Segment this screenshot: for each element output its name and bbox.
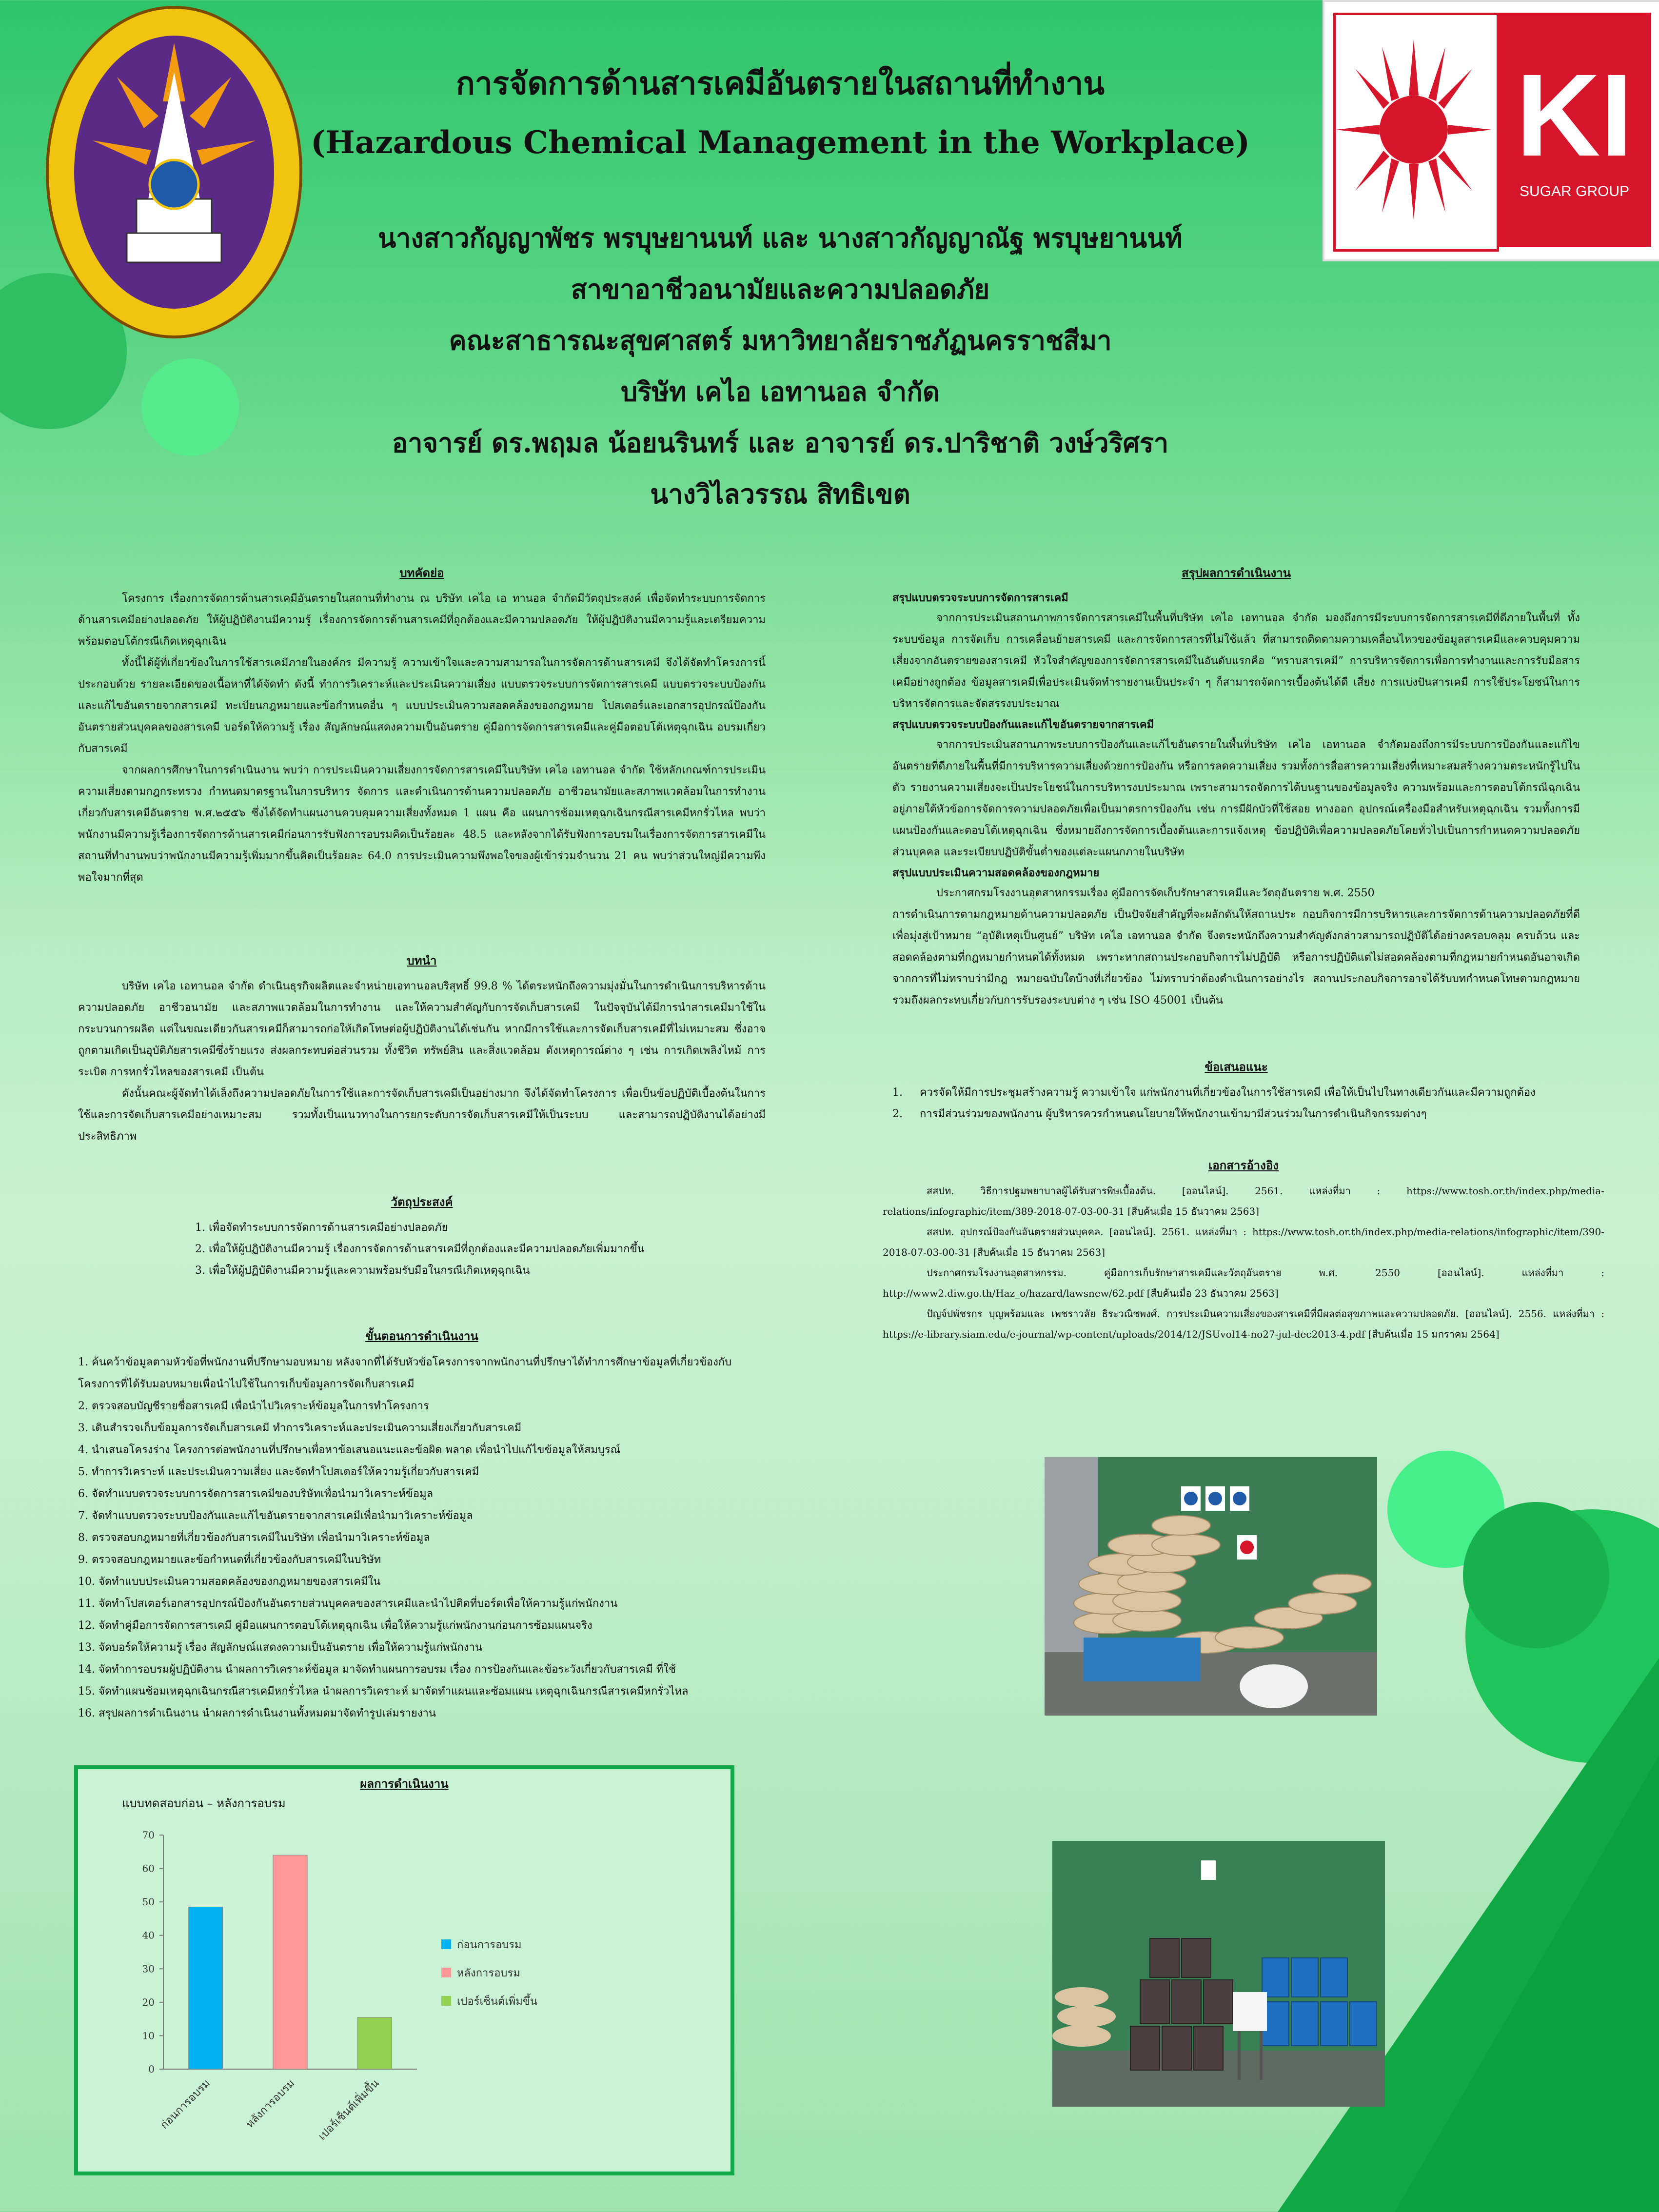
suggestion-item: 2. การมีส่วนร่วมของพนักงาน ผู้บริหารควรกำหนดนโยบายให้พนักงานเข้ามามีส่วนร่วมในการดำเนินกิจกรรมต่างๆ	[892, 1108, 1427, 1120]
conclusion-paragraph: จากการประเมินสถานภาพการจัดการสารเคมีในพื้นที่บริษัท เคไอ เอทานอล จำกัด มองถึงการมีระบบการจัดการสารเคมีที่ดีภายในพื้นที่ ทั้งระบบข้อมูล การจัดเก็บ การเคลื่อนย้ายสารเคมี และการจัดการสารที่ไม่ใช้แล้ว ที่สามารถติดตามความเคลื่อนไหวของข้อมูลสารเคมีและควบคุมความเสี่ยงจากอันตรายของสารเคมี หัวใจสำคัญของการจัดการสารเคมีในอันดับแรกคือ “ทราบสารเคมี” การบริหารจัดการเพื่อการทำงานและการรับมือสารเคมีอย่างถูกต้อง ข้อมูลสารเคมีเพื่อประเมินจัดทำรายงานเป็นประจำ ๆ ก็สามารถจัดการเบื้องต้นได้ดี เสี่ยง การแบ่งปันสารเคมี การใช้ประโยชน์ในการบริหารจัดการและจัดสรรงบประมาณ	[892, 612, 1580, 710]
abstract-paragraph: ทั้งนี้ได้ผู้ที่เกี่ยวข้องในการใช้สารเคมีภายในองค์กร มีความรู้ ความเข้าใจและความสามารถในการจัดการด้านสารเคมี จึงได้จัดทำโครงการนี้ประกอบด้วย รายละเอียดของเนื้อหาที่ได้จัดทำ ดังนี้ ทำการวิเคราะห์และประเมินความเสี่ยง แบบตรวจระบบการจัดการสารเคมี แบบตรวจระบบป้องกันและแก้ไขอันตรายจากสารเคมี ทะเบียนกฎหมายและข้อกำหนดอื่น ๆ แบบประเมินความสอดคล้องของกฎหมาย โปสเตอร์และเอกสารอุปกรณ์ป้องกันอันตรายส่วนบุคคลของสารเคมี บอร์ดให้ความรู้ เรื่อง สัญลักษณ์แสดงความเป็นอันตราย คู่มือการจัดการสารเคมีและคู่มือตอบโต้เหตุฉุกเฉิน อบรมเกี่ยวกับสารเคมี	[78, 657, 766, 755]
y-tick-label: 60	[142, 1862, 155, 1875]
method-step: 10. จัดทำแบบประเมินความสอดคล้องของกฎหมายของสารเคมีใน	[78, 1576, 381, 1588]
objectives-section	[78, 1192, 766, 1282]
decor-circle-right-3	[1463, 1502, 1609, 1648]
method-step: 16. สรุปผลการดำเนินงาน นำผลการดำเนินงานทั้งหมดมาจัดทำรูปเล่มรายงาน	[78, 1707, 436, 1719]
method-step: 13. จัดบอร์ดให้ความรู้ เรื่อง สัญลักษณ์แสดงความเป็นอันตราย เพื่อให้ความรู้แก่พนักงาน	[78, 1641, 482, 1654]
references-title: เอกสารอ้างอิง	[1208, 1158, 1279, 1172]
photo-chemical-containers	[1052, 1841, 1385, 2107]
ki-logo-subtext: SUGAR GROUP	[1519, 183, 1630, 199]
x-tick-label: หลังการอบรม	[243, 2077, 297, 2131]
methods-section	[78, 1326, 766, 1724]
reference-item: ปัญจ์ปพัชรกร บุญพร้อมและ เพชราวลัย ธิระวณิชพงศ์. การประเมินความเสี่ยงของสารเคมีที่มีผลต่อสุขภาพและความปลอดภัย. [ออนไลน์]. 2556. แหล่งที่มา : https://e-library.siam.edu/e-journal/wp-content/uploads/2014/12/JSUvol14-no27-jul-dec2013-4.pdf [สืบค้นเมื่อ 15 มกราคม 2564]	[883, 1308, 1604, 1340]
legend-swatch	[441, 1996, 451, 2006]
conclusion-title: สรุปผลการดำเนินงาน	[1181, 566, 1291, 580]
bar	[357, 2017, 392, 2069]
intro-title: บทนำ	[407, 953, 437, 968]
method-step: 5. ทำการวิเคราะห์ และประเมินความเสี่ยง และจัดทำโปสเตอร์ให้ความรู้เกี่ยวกับสารเคมี	[78, 1466, 479, 1478]
legend-swatch	[441, 1968, 451, 1977]
supervisor: นางวิไลวรรณ สิทธิเขต	[650, 478, 910, 510]
legend-label: หลังการอบรม	[457, 1967, 520, 1979]
method-step: 1. ค้นคว้าข้อมูลตามหัวข้อที่พนักงานที่ปรึกษามอบหมาย หลังจากที่ได้รับหัวข้อโครงการจากพนักงานที่ปรึกษาได้ทำการศึกษาข้อมูลที่เกี่ยวข้องกับโครงการที่ได้รับมอบหมายเพื่อนำไปใช้ในการเก็บข้อมูลการจัดเก็บสารเคมี	[78, 1356, 732, 1390]
method-step: 9. ตรวจสอบกฎหมายและข้อกำหนดที่เกี่ยวข้องกับสารเคมีในบริษัท	[78, 1554, 381, 1566]
program: สาขาอาชีวอนามัยและความปลอดภัย	[571, 274, 990, 305]
y-tick-label: 10	[142, 2030, 155, 2042]
reference-item: ประกาศกรมโรงงานอุตสาหกรรม. คู่มือการเก็บรักษาสารเคมีและวัตถุอันตราย พ.ศ. 2550 [ออนไลน์]. แหล่งที่มา : http://www2.diw.go.th/Haz_o/hazard/lawsnew/62.pdf [สืบค้นเมื่อ 23 ธันวาคม 2563]	[883, 1267, 1604, 1299]
suggestions-title: ข้อเสนอแนะ	[1205, 1060, 1268, 1074]
abstract-paragraph: จากผลการศึกษาในการดำเนินงาน พบว่า การประเมินความเสี่ยงการจัดการสารเคมีในบริษัท เคไอ เอทานอล จำกัด ใช้หลักเกณฑ์การประเมินความเสี่ยงตามกฎกระทรวง กำหนดมาตรฐานในการบริหาร จัดการ และดำเนินการด้านความปลอดภัย อาชีวอนามัยและสภาพแวดล้อมในการทำงานเกี่ยวกับสารเคมีอันตราย พ.ศ.๒๕๕๖ ซึ่งได้จัดทำแผนงานควบคุมความเสี่ยงทั้งหมด 1 แผน คือ แผนการซ้อมเหตุฉุกเฉินกรณีสารเคมีหกรั่วไหล พบว่าพนักงานมีความรู้เรื่องการจัดการด้านสารเคมีก่อนการรับฟังการอบรมคิดเป็นร้อยละ 48.5 และหลังจากได้รับฟังการอบรมในเรื่องการจัดการสารเคมีในสถานที่ทำงานพบว่าพนักงานมีความรู้เพิ่มมากขึ้นคิดเป็นร้อยละ 64.0 การประเมินความพึงพอใจของผู้เข้าร่วมจำนวน 21 คน พบว่าส่วนใหญ่มีความพึงพอใจมากที่สุด	[78, 764, 766, 884]
method-step: 8. ตรวจสอบกฎหมายที่เกี่ยวข้องกับสารเคมีในบริษัท เพื่อนำมาวิเคราะห์ข้อมูล	[78, 1532, 430, 1544]
conclusion-paragraph: ประกาศกรมโรงงานอุตสาหกรรมเรื่อง คู่มือการจัดเก็บรักษาสารเคมีและวัตถุอันตราย พ.ศ. 2550	[936, 887, 1375, 899]
objective-item: 2. เพื่อให้ผู้ปฏิบัติงานมีความรู้ เรื่องการจัดการด้านสารเคมีที่ถูกต้องและมีความปลอดภัยเพิ่มมากขึ้น	[195, 1243, 645, 1255]
conclusion-heading: สรุปแบบตรวจระบบป้องกันและแก้ไขอันตรายจากสารเคมี	[892, 718, 1154, 731]
objective-item: 3. เพื่อให้ผู้ปฏิบัติงานมีความรู้และความพร้อมรับมือในกรณีเกิดเหตุฉุกเฉิน	[195, 1264, 530, 1277]
legend-label: เปอร์เซ็นต์เพิ่มขึ้น	[457, 1995, 537, 2008]
method-step: 14. จัดทำการอบรมผู้ปฏิบัติงาน นำผลการวิเคราะห์ข้อมูล มาจัดทำแผนการอบรม เรื่อง การป้องกันและข้อระวังเกี่ยวกับสารเคมี ที่ใช้	[78, 1663, 676, 1676]
y-tick-label: 40	[142, 1929, 155, 1941]
suggestions-section	[892, 1057, 1580, 1125]
conclusion-paragraph: จากการประเมินสถานภาพระบบการป้องกันและแก้ไขอันตรายในพื้นที่บริษัท เคไอ เอทานอล จำกัดมองถึงการมีระบบการป้องกันและแก้ไขอันตรายที่ดีภายในพื้นที่มีการบริหารความเสี่ยงด้วยการป้องกัน หรือการลดความเสี่ยง รวมทั้งการสื่อสารความเสี่ยงที่เหมาะสมสร้างความตระหนักรู้ไปในตัว รายงานความเสี่ยงจะเป็นประโยชน์ในการบริหารงบประมาณ เพราะสามารถจัดการได้บนฐานของข้อมูลจริง ความพร้อมและการตอบโต้กรณีฉุกเฉิน อยู่ภายใต้หัวข้อการจัดการความปลอดภัยเพื่อเป็นมาตรการป้องกัน เช่น การมีฝักบัวที่ใช้สอย ทางออก อุปกรณ์เครื่องมือสำหรับเหตุฉุกเฉิน รวมทั้งการมีแผนป้องกันและตอบโต้เหตุฉุกเฉิน ซึ่งหมายถึงการจัดการเบื้องต้นและการแจ้งเหตุ ข้อปฏิบัติเพื่อความปลอดภัยโดยทั่วไปเป็นการกำหนดความปลอดภัยส่วนบุคคล และระเบียบปฏิบัติขั้นต่ำของแต่ละแผนกภายในบริษัท	[892, 739, 1580, 858]
abstract-paragraph: โครงการ เรื่องการจัดการด้านสารเคมีอันตรายในสถานที่ทำงาน ณ บริษัท เคไอ เอ ทานอล จำกัดมีวัตถุประสงค์ เพื่อจัดทำระบบการจัดการด้านสารเคมีอย่างปลอดภัย ให้ผู้ปฏิบัติงานมีความรู้ เรื่องการจัดการด้านสารเคมีที่ถูกต้องและมีความปลอดภัย ให้ผู้ปฏิบัติงานมีความรู้และเตรียมความพร้อมตอบโต้กรณีเกิดเหตุฉุกเฉิน	[78, 592, 766, 648]
poster-title-english: (Hazardous Chemical Management in the Workplace)	[311, 124, 1250, 161]
legend-swatch	[441, 1939, 451, 1949]
x-tick-label: เปอร์เซ็นต์เพิ่มขึ้น	[316, 2077, 382, 2143]
bar	[189, 1907, 223, 2069]
objective-item: 1. เพื่อจัดทำระบบการจัดการด้านสารเคมีอย่างปลอดภัย	[195, 1222, 448, 1234]
ki-logo	[1323, 0, 1659, 261]
legend-label: ก่อนการอบรม	[457, 1939, 522, 1951]
objectives-title: วัตถุประสงค์	[391, 1195, 453, 1209]
method-step: 6. จัดทำแบบตรวจระบบการจัดการสารเคมีของบริษัทเพื่อนำมาวิเคราะห์ข้อมูล	[78, 1488, 434, 1500]
method-step: 4. นำเสนอโครงร่าง โครงการต่อพนักงานที่ปรึกษาเพื่อหาข้อเสนอแนะและข้อผิด พลาด เพื่อนำไปแก้ไขข้อมูลให้สมบูรณ์	[78, 1444, 621, 1456]
reference-item: สสปท. วิธีการปฐมพยาบาลผู้ได้รับสารพิษเบื้องต้น. [ออนไลน์]. 2561. แหล่งที่มา : https://www.tosh.or.th/index.php/media-relations/infographic/item/389-2018-07-03-00-31 [สืบค้นเมื่อ 15 ธันวาคม 2563]	[883, 1185, 1604, 1217]
method-step: 2. ตรวจสอบบัญชีรายชื่อสารเคมี เพื่อนำไปวิเคราะห์ข้อมูลในการทำโครงการ	[78, 1400, 429, 1412]
conclusion-section	[892, 563, 1580, 1011]
results-box	[74, 1765, 734, 2175]
abstract-title: บทคัดย่อ	[399, 566, 444, 580]
method-step: 12. จัดทำคู่มือการจัดการสารเคมี คู่มือแผนการตอบโต้เหตุฉุกเฉิน เพื่อให้ความรู้แก่พนักงานก่อนการซ้อมแผนจริง	[78, 1620, 592, 1632]
x-tick-label: ก่อนการอบรม	[158, 2077, 213, 2132]
sun-icon	[1336, 15, 1492, 244]
conclusion-paragraph: การดำเนินการตามกฎหมายด้านความปลอดภัย เป็นปัจจัยสำคัญที่จะผลักดันให้สถานประ กอบกิจการมีการบริหารและการจัดการด้านความปลอดภัยที่ดี เพื่อมุ่งสู่เป้าหมาย “อุบัติเหตุเป็นศูนย์” บริษัท เคไอ เอทานอล จำกัด จึงตระหนักถึงความสำคัญดังกล่าวสามารถปฏิบัติได้อย่างครอบคลุม ครบถ้วน และสอดคล้องตามที่กฎหมายกำหนดได้ทั้งหมด เพราะหากสถานประกอบกิจการไม่ปฏิบัติ หรือการปฏิบัติแต่ไม่สอดคล้องตามที่กฎหมายกำหนดอันอาจเกิดจากการที่ไม่ทราบว่ามีกฎ หมายฉบับใดบ้างที่เกี่ยวข้อง ไม่ทราบว่าต้องดำเนินการอย่างไร สถานประกอบกิจการอาจได้รับบทกำหนดโทษตามกฎหมาย รวมถึงผลกระทบเกี่ยวกับการรับรองระบบต่าง ๆ เช่น ISO 45001 เป็นต้น	[892, 908, 1580, 1007]
results-subtitle: แบบทดสอบก่อน – หลังการอบรม	[122, 1797, 286, 1810]
intro-paragraph: บริษัท เคไอ เอทานอล จำกัด ดำเนินธุรกิจผลิตและจำหน่ายเอทานอลบริสุทธิ์ 99.8 % ได้ตระหนักถึงความมุ่งมั่นในการดำเนินการบริหารด้านความปลอดภัย อาชีวอนามัย และสภาพแวดล้อมในการทำงาน และให้ความสำคัญกับการจัดเก็บสารเคมี ในปัจจุบันได้มีการนำสารเคมีมาใช้ในกระบวนการผลิต แต่ในขณะเดียวกันสารเคมีก็สามารถก่อให้เกิดโทษต่อผู้ปฏิบัติงานได้เช่นกัน หากมีการใช้และการจัดเก็บสารเคมีที่ไม่เหมาะสม ซึ่งอาจถูกตามเกิดเป็นอุบัติภัยสารเคมีซึ่งร้ายแรง ส่งผลกระทบต่อส่วนรวม ทั้งชีวิต ทรัพย์สิน และสิ่งแวดล้อม ดังเหตุการณ์ต่าง ๆ เช่น การเกิดเพลิงไหม้ การระเบิด การหกรั่วไหลของสารเคมี เป็นต้น	[78, 980, 766, 1078]
results-chart	[78, 1813, 722, 2154]
methods-title: ขั้นตอนการดำเนินงาน	[365, 1329, 478, 1343]
photo-chemical-sacks	[1045, 1457, 1377, 1716]
method-step: 7. จัดทำแบบตรวจระบบป้องกันและแก้ไขอันตรายจากสารเคมีเพื่อนำมาวิเคราะห์ข้อมูล	[78, 1510, 473, 1522]
bar	[273, 1855, 307, 2069]
decor-circle-left-small	[141, 358, 239, 456]
intro-paragraph: ดังนั้นคณะผู้จัดทำได้เล็งถึงความปลอดภัยในการใช้และการจัดเก็บสารเคมีเป็นอย่างมาก จึงได้จัดทำโครงการ เพื่อเป็นข้อปฏิบัติเบื้องต้นในการใช้และการจัดเก็บสารเคมีอย่างเหมาะสม รวมทั้งเป็นแนวทางในการยกระดับการจัดเก็บสารเคมีให้เป็นระบบ และสามารถปฏิบัติงานได้อย่างมีประสิทธิภาพ	[78, 1087, 766, 1143]
conclusion-heading: สรุปแบบประเมินความสอดคล้องของกฎหมาย	[892, 867, 1100, 879]
method-step: 3. เดินสำรวจเก็บข้อมูลการจัดเก็บสารเคมี ทำการวิเคราะห์และประเมินความเสี่ยงเกี่ยวกับสารเคมี	[78, 1422, 522, 1434]
y-tick-label: 50	[142, 1896, 155, 1908]
intro-section	[78, 951, 766, 1147]
reference-item: สสปท. อุปกรณ์ป้องกันอันตรายส่วนบุคคล. [ออนไลน์]. 2561. แหล่งที่มา : https://www.tosh.or.th/index.php/media-relations/infographic/item/390-2018-07-03-00-31 [สืบค้นเมื่อ 15 ธันวาคม 2563]	[883, 1226, 1604, 1258]
authors: นางสาวกัญญาพัชร พรบุษยานนท์ และ นางสาวกัญญาณัฐ พรบุษยานนท์	[378, 222, 1183, 254]
conclusion-heading: สรุปแบบตรวจระบบการจัดการสารเคมี	[892, 592, 1068, 604]
y-tick-label: 30	[142, 1963, 155, 1975]
method-step: 11. จัดทำโปสเตอร์เอกสารอุปกรณ์ป้องกันอันตรายส่วนบุคคลของสารเคมีและนำไปติดที่บอร์ดเพื่อให้ความรู้แก่พนักงาน	[78, 1598, 618, 1610]
advisors: อาจารย์ ดร.พฤมล น้อยนรินทร์ และ อาจารย์ ดร.ปาริชาติ วงษ์วริศรา	[392, 427, 1169, 458]
abstract-section	[78, 563, 766, 889]
references-section	[883, 1156, 1604, 1344]
ki-logo-text: KI	[1516, 50, 1633, 180]
university-logo	[44, 4, 305, 340]
y-tick-label: 0	[148, 2063, 155, 2075]
suggestion-item: 1. ควรจัดให้มีการประชุมสร้างความรู้ ความเข้าใจ แก่พนักงานที่เกี่ยวข้องในการใช้สารเคมี เพื่อให้เป็นไปในทางเดียวกันและมีความถูกต้อง	[892, 1086, 1536, 1099]
results-title: ผลการดำเนินงาน	[360, 1777, 449, 1791]
company: บริษัท เคไอ เอทานอล จำกัด	[620, 376, 940, 407]
poster-title-thai: การจัดการด้านสารเคมีอันตรายในสถานที่ทำงาน	[456, 65, 1105, 102]
y-tick-label: 70	[142, 1829, 155, 1841]
y-tick-label: 20	[142, 1996, 155, 2008]
method-step: 15. จัดทำแผนซ้อมเหตุฉุกเฉินกรณีสารเคมีหกรั่วไหล นำผลการวิเคราะห์ มาจัดทำแผนและซ้อมแผน เหตุฉุกเฉินกรณีสารเคมีหกรั่วไหล	[78, 1685, 689, 1698]
faculty: คณะสาธารณะสุขศาสตร์ มหาวิทยาลัยราชภัฏนครราชสีมา	[449, 325, 1112, 356]
